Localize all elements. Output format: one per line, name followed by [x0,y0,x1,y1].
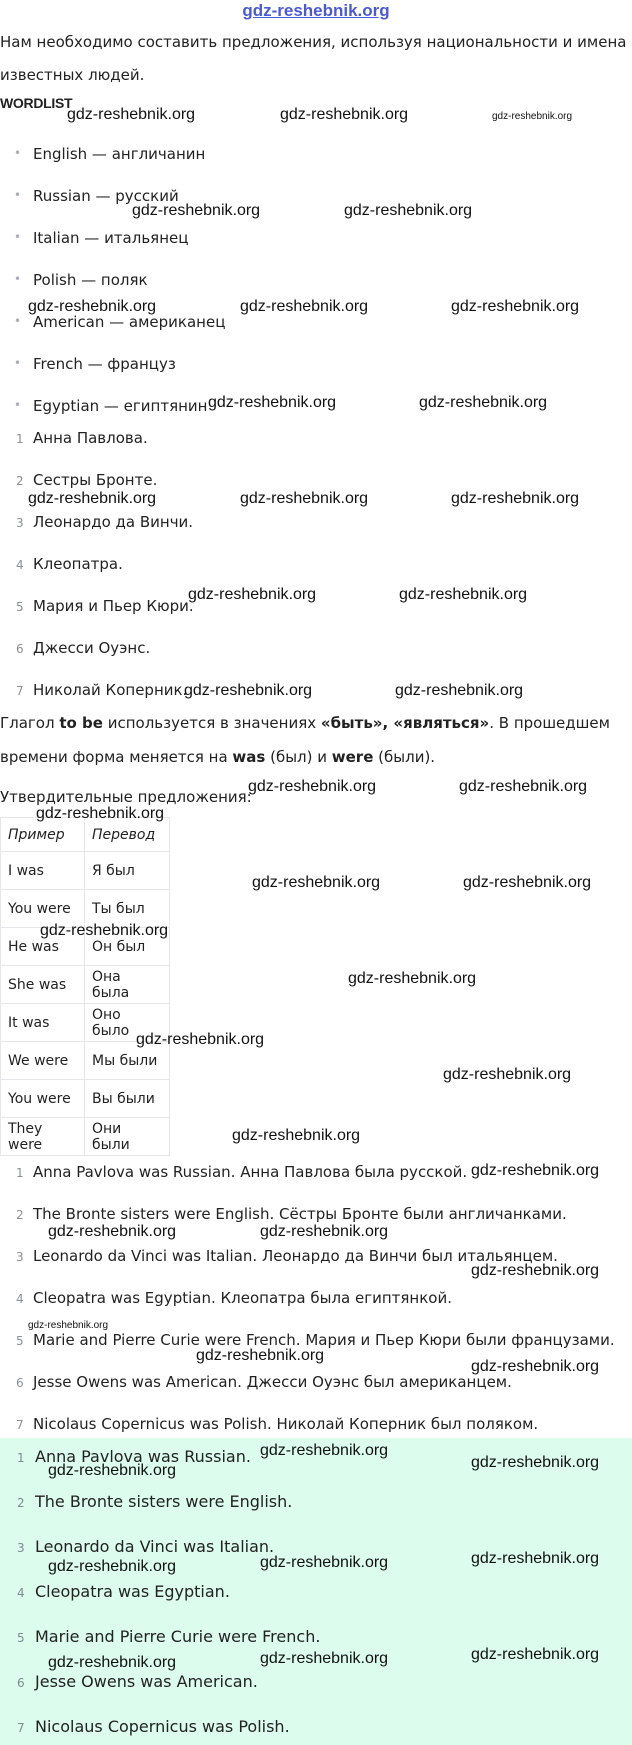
answer-text: Marie and Pierre Curie were French. [35,1627,321,1646]
list-number: 4 [17,1586,25,1600]
table-cell: She was [1,966,85,1004]
list-item [16,681,188,699]
table-row [1,1118,170,1156]
table-cell: It was [1,1004,85,1042]
list-item-text: Leonardo da Vinci was Italian. Леонардо да Винчи был итальянцем. [33,1247,558,1265]
list-item [16,1205,567,1223]
watermark: gdz-reshebnik.org [443,1066,572,1083]
watermark: gdz-reshebnik.org [240,490,369,507]
table-row [1,852,170,890]
table-cell: Мы были [85,1042,170,1080]
watermark: gdz-reshebnik.org [28,1320,109,1331]
grammar-text: Глагол [0,714,60,732]
watermark: gdz-reshebnik.org [36,805,165,822]
list-number: 7 [16,1418,24,1432]
watermark: gdz-reshebnik.org [344,202,473,219]
affirmative-heading: Утвердительные предложения: [0,788,252,806]
watermark: gdz-reshebnik.org [471,1262,600,1279]
grammar-text: используется в значениях [102,714,321,732]
watermark: gdz-reshebnik.org [40,922,169,939]
watermark: gdz-reshebnik.org [492,111,573,122]
wordlist-heading: WORDLIST [0,95,73,111]
watermark: gdz-reshebnik.org [132,202,261,219]
top-watermark-link[interactable]: gdz-reshebnik.org [242,1,390,20]
wordlist-item: • English — англичанин [33,145,205,163]
wordlist-item: • Polish — поляк [33,271,148,289]
answer-text: Leonardo da Vinci was Italian. [35,1537,275,1556]
intro-text: Нам необходимо составить предложения, используя национальности и имена известных людей. [0,33,627,84]
watermark: gdz-reshebnik.org [67,106,196,123]
list-number: 3 [16,516,24,530]
watermark: gdz-reshebnik.org [280,106,409,123]
list-number: 2 [17,1496,25,1510]
watermark: gdz-reshebnik.org [471,1646,600,1663]
watermark: gdz-reshebnik.org [248,778,377,795]
watermark: gdz-reshebnik.org [48,1654,177,1671]
table-cell: Она была [85,966,170,1004]
watermark: gdz-reshebnik.org [260,1650,389,1667]
watermark: gdz-reshebnik.org [463,874,592,891]
wordlist-item: • Egyptian — египтянин [33,397,207,415]
list-item [16,1163,468,1181]
grammar-rule [0,706,630,774]
list-number: 4 [16,558,24,572]
watermark: gdz-reshebnik.org [28,298,157,315]
list-number: 6 [17,1676,25,1690]
watermark: gdz-reshebnik.org [260,1223,389,1240]
table-header: Пример [1,818,85,852]
list-item-text: The Bronte sisters were English. Сёстры Бронте были англичанками. [33,1205,567,1223]
list-number: 2 [16,474,24,488]
list-number: 3 [16,1250,24,1264]
watermark: gdz-reshebnik.org [471,1162,600,1179]
watermark: gdz-reshebnik.org [208,394,337,411]
answer-item [17,1492,293,1511]
list-item [16,513,194,531]
table-cell: Я был [85,852,170,890]
table-row [1,966,170,1004]
answer-text: Nicolaus Copernicus was Polish. [35,1717,290,1736]
list-item-text: Клеопатра. [33,555,123,573]
list-item [16,597,194,615]
list-item-text: Nicolaus Copernicus was Polish. Николай Коперник был поляком. [33,1415,539,1433]
list-item-text: Сестры Бронте. [33,471,158,489]
watermark: gdz-reshebnik.org [399,586,528,603]
list-number: 5 [16,1334,24,1348]
to-be-forms-table [0,817,170,1156]
answer-text: Anna Pavlova was Russian. [35,1447,251,1466]
wordlist-item: • Russian — русский [33,187,179,205]
answer-item [17,1717,290,1736]
list-item-text: Джесси Оуэнс. [33,639,151,657]
list-number: 5 [17,1631,25,1645]
list-item-text: Cleopatra was Egyptian. Клеопатра была египтянкой. [33,1289,452,1307]
grammar-text: . В прошедшем времени форма меняется на [0,714,610,766]
watermark: gdz-reshebnik.org [471,1454,600,1471]
grammar-bold: was [232,748,266,766]
list-number: 6 [16,1376,24,1390]
list-item-text: Мария и Пьер Кюри. [33,597,194,615]
table-cell: Оно было [85,1004,170,1042]
list-item [16,1373,512,1391]
table-cell: Они были [85,1118,170,1156]
grammar-text: (был) и [265,748,332,766]
table-cell: We were [1,1042,85,1080]
watermark: gdz-reshebnik.org [196,1347,325,1364]
list-number: 3 [17,1541,25,1555]
watermark: gdz-reshebnik.org [48,1223,177,1240]
watermark: gdz-reshebnik.org [188,586,317,603]
watermark: gdz-reshebnik.org [260,1554,389,1571]
list-number: 5 [16,600,24,614]
list-number: 1 [16,1166,24,1180]
answer-item [17,1537,275,1556]
list-item [16,1415,539,1433]
table-cell: Он был [85,928,170,966]
list-item [16,1289,452,1307]
table-cell: Ты был [85,890,170,928]
list-number: 2 [16,1208,24,1222]
list-item [16,471,158,489]
answer-text: The Bronte sisters were English. [35,1492,293,1511]
answer-item [17,1582,230,1601]
watermark: gdz-reshebnik.org [348,970,477,987]
answer-text: Jesse Owens was American. [35,1672,258,1691]
wordlist-item: • French — француз [33,355,176,373]
list-number: 6 [16,642,24,656]
watermark: gdz-reshebnik.org [471,1358,600,1375]
watermark: gdz-reshebnik.org [136,1031,265,1048]
list-number: 4 [16,1292,24,1306]
watermark: gdz-reshebnik.org [395,682,524,699]
watermark: gdz-reshebnik.org [471,1550,600,1567]
watermark: gdz-reshebnik.org [419,394,548,411]
grammar-bold: were [331,748,374,766]
watermark: gdz-reshebnik.org [252,874,381,891]
table-cell: He was [1,928,85,966]
answer-item [17,1672,258,1691]
list-item [16,555,123,573]
list-item [16,429,148,447]
list-item-text: Marie and Pierre Curie were French. Мария и Пьер Кюри были французами. [33,1331,615,1349]
answer-text: Cleopatra was Egyptian. [35,1582,230,1601]
grammar-bold: to be [59,714,103,732]
list-item-text: Анна Павлова. [33,429,148,447]
table-cell: You were [1,890,85,928]
watermark: gdz-reshebnik.org [459,778,588,795]
list-item [16,639,151,657]
list-item-text: Николай Коперник. [33,681,188,699]
answer-box [0,1438,632,1745]
grammar-text: (были). [373,748,436,766]
answer-item [17,1627,321,1646]
table-cell: Вы были [85,1080,170,1118]
wordlist-item: • Italian — итальянец [33,229,188,247]
table-cell: They were [1,1118,85,1156]
table-cell: I was [1,852,85,890]
watermark: gdz-reshebnik.org [451,490,580,507]
list-item-text: Jesse Owens was American. Джесси Оуэнс был американцем. [33,1373,512,1391]
watermark: gdz-reshebnik.org [184,682,313,699]
list-number: 7 [17,1721,25,1735]
watermark: gdz-reshebnik.org [48,1462,177,1479]
list-item-text: Леонардо да Винчи. [33,513,194,531]
list-number: 7 [16,684,24,698]
wordlist-item: • American — американец [33,313,225,331]
watermark: gdz-reshebnik.org [451,298,580,315]
watermark: gdz-reshebnik.org [48,1558,177,1575]
list-item-text: Anna Pavlova was Russian. Анна Павлова была русской. [33,1163,468,1181]
table-cell: You were [1,1080,85,1118]
list-number: 1 [16,432,24,446]
watermark: gdz-reshebnik.org [28,490,157,507]
grammar-bold: «быть», «являться» [320,714,490,732]
watermark: gdz-reshebnik.org [260,1442,389,1459]
watermark: gdz-reshebnik.org [232,1127,361,1144]
watermark: gdz-reshebnik.org [240,298,369,315]
table-header: Перевод [85,818,170,852]
list-number: 1 [17,1451,25,1465]
table-row [1,1080,170,1118]
